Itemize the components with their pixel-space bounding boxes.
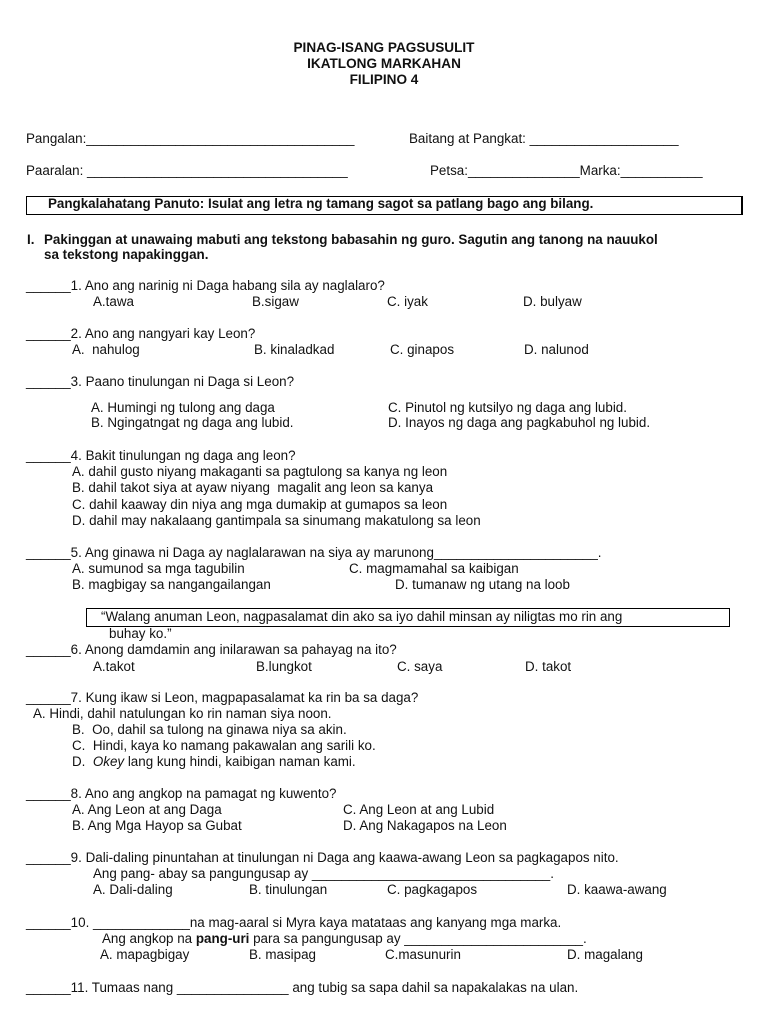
- q9-subquestion: Ang pang- abay sa pangungusap ay ________________________________.: [93, 866, 554, 881]
- q4-choice-b: B. dahil takot siya at ayaw niyang magalit ang leon sa kanya: [72, 480, 434, 495]
- title-line-2: IKATLONG MARKAHAN: [307, 56, 461, 71]
- q8-choice-a: A. Ang Leon at ang Daga: [72, 802, 222, 817]
- question-9: ______9. Dali-daling pinuntahan at tinulungan ni Daga ang kaawa-awang Leon sa pagkagapos nito.: [26, 850, 619, 865]
- section-instruction-line-1: Pakinggan at unawaing mabuti ang tekstong babasahin ng guro. Sagutin ang tanong na nauukol: [44, 232, 658, 247]
- q4-choice-a: A. dahil gusto niyang makaganti sa pagtulong sa kanya ng leon: [72, 464, 448, 479]
- q2-choice-d: D. nalunod: [524, 342, 589, 357]
- q5-choice-c: C. magmamahal sa kaibigan: [349, 561, 519, 576]
- q4-choice-c: C. dahil kaaway din niya ang mga dumakip at gumapos sa leon: [72, 497, 448, 512]
- q6-choice-c: C. saya: [397, 659, 443, 674]
- q10-pang-uri-bold: pang-uri: [195, 931, 250, 946]
- q1-choice-d: D. bulyaw: [523, 294, 582, 309]
- q3-choice-b: B. Ngingatngat ng daga ang lubid.: [91, 415, 294, 430]
- q2-choice-c: C. ginapos: [390, 342, 455, 357]
- question-5: ______5. Ang ginawa ni Daga ay naglalarawan na siya ay marunong______________________.: [26, 545, 602, 560]
- q8-choice-d: D. Ang Nakagapos na Leon: [343, 818, 507, 833]
- q10-subquestion: Ang angkop na pang-uri para sa pangungusap ay ________________________.: [102, 931, 587, 946]
- question-11: ______11. Tumaas nang _______________ ang tubig sa sapa dahil sa napakalakas na ulan.: [26, 980, 579, 995]
- school-field[interactable]: Paaralan: ___________________________________: [26, 163, 348, 178]
- q1-choice-c: C. iyak: [387, 294, 428, 309]
- q10-choice-b: B. masipag: [249, 947, 316, 962]
- question-10: ______10. _____________na mag-aaral si Myra kaya matataas ang kanyang mga marka.: [26, 915, 562, 930]
- question-4: ______4. Bakit tinulungan ng daga ang leon?: [26, 448, 296, 463]
- q7-choice-b: B. Oo, dahil sa tulong na ginawa niya sa akin.: [72, 722, 347, 737]
- quote-line-1: “Walang anuman Leon, nagpasalamat din ako sa iyo dahil minsan ay niligtas mo rin ang: [101, 609, 623, 624]
- q1-choice-a: A.tawa: [93, 294, 134, 309]
- title-line-1: PINAG-ISANG PAGSUSULIT: [293, 40, 475, 55]
- section-instruction-line-2: sa tekstong napakinggan.: [44, 247, 209, 262]
- question-3: ______3. Paano tinulungan ni Daga si Leon?: [26, 374, 295, 389]
- q5-choice-a: A. sumunod sa mga tagubilin: [72, 561, 245, 576]
- q8-choice-c: C. Ang Leon at ang Lubid: [343, 802, 495, 817]
- q3-choice-d: D. Inayos ng daga ang pagkabuhol ng lubid.: [388, 415, 651, 430]
- q9-choice-b: B. tinulungan: [249, 882, 328, 897]
- grade-section-field[interactable]: Baitang at Pangkat: ____________________: [409, 131, 679, 146]
- q8-choice-b: B. Ang Mga Hayop sa Gubat: [72, 818, 242, 833]
- q3-choice-a: A. Humingi ng tulong ang daga: [91, 400, 275, 415]
- q10-choice-a: A. mapagbigay: [100, 947, 190, 962]
- q10-choice-d: D. magalang: [567, 947, 643, 962]
- question-6: ______6. Anong damdamin ang inilarawan sa pahayag na ito?: [26, 642, 397, 657]
- quote-line-2: buhay ko.”: [109, 626, 172, 641]
- question-2: ______2. Ano ang nangyari kay Leon?: [26, 326, 256, 341]
- question-1: ______1. Ano ang narinig ni Daga habang sila ay naglalaro?: [26, 278, 385, 293]
- q9-choice-c: C. pagkagapos: [387, 882, 478, 897]
- section-number: I.: [27, 232, 35, 247]
- q9-choice-d: D. kaawa-awang: [567, 882, 667, 897]
- q7-choice-d: D. Okey lang kung hindi, kaibigan naman kami.: [72, 754, 356, 769]
- date-score-field[interactable]: Petsa:_______________Marka:___________: [430, 163, 703, 178]
- question-7: ______7. Kung ikaw si Leon, magpapasalamat ka rin ba sa daga?: [26, 690, 419, 705]
- q6-choice-b: B.lungkot: [256, 659, 312, 674]
- q2-choice-b: B. kinaladkad: [254, 342, 335, 357]
- q7-choice-c: C. Hindi, kaya ko namang pakawalan ang sarili ko.: [72, 738, 376, 753]
- question-8: ______8. Ano ang angkop na pamagat ng kuwento?: [26, 786, 337, 801]
- q7-okey-italic: Okey: [92, 754, 125, 769]
- q3-choice-c: C. Pinutol ng kutsilyo ng daga ang lubid.: [388, 400, 627, 415]
- q6-choice-d: D. takot: [525, 659, 572, 674]
- q4-choice-d: D. dahil may nakalaang gantimpala sa sinumang makatulong sa leon: [72, 513, 481, 528]
- general-instructions: Pangkalahatang Panuto: Isulat ang letra ng tamang sagot sa patlang bago ang bilang.: [48, 196, 594, 211]
- q9-choice-a: A. Dali-daling: [93, 882, 173, 897]
- q2-choice-a: A. nahulog: [72, 342, 140, 357]
- q7-choice-a: A. Hindi, dahil natulungan ko rin naman siya noon.: [33, 706, 332, 721]
- q6-choice-a: A.takot: [93, 659, 135, 674]
- q10-choice-c: C.masunurin: [385, 947, 461, 962]
- title-line-3: FILIPINO 4: [349, 72, 419, 87]
- name-field[interactable]: Pangalan:____________________________________: [26, 131, 355, 146]
- q5-choice-d: D. tumanaw ng utang na loob: [395, 577, 570, 592]
- q1-choice-b: B.sigaw: [252, 294, 299, 309]
- q5-choice-b: B. magbigay sa nangangailangan: [72, 577, 271, 592]
